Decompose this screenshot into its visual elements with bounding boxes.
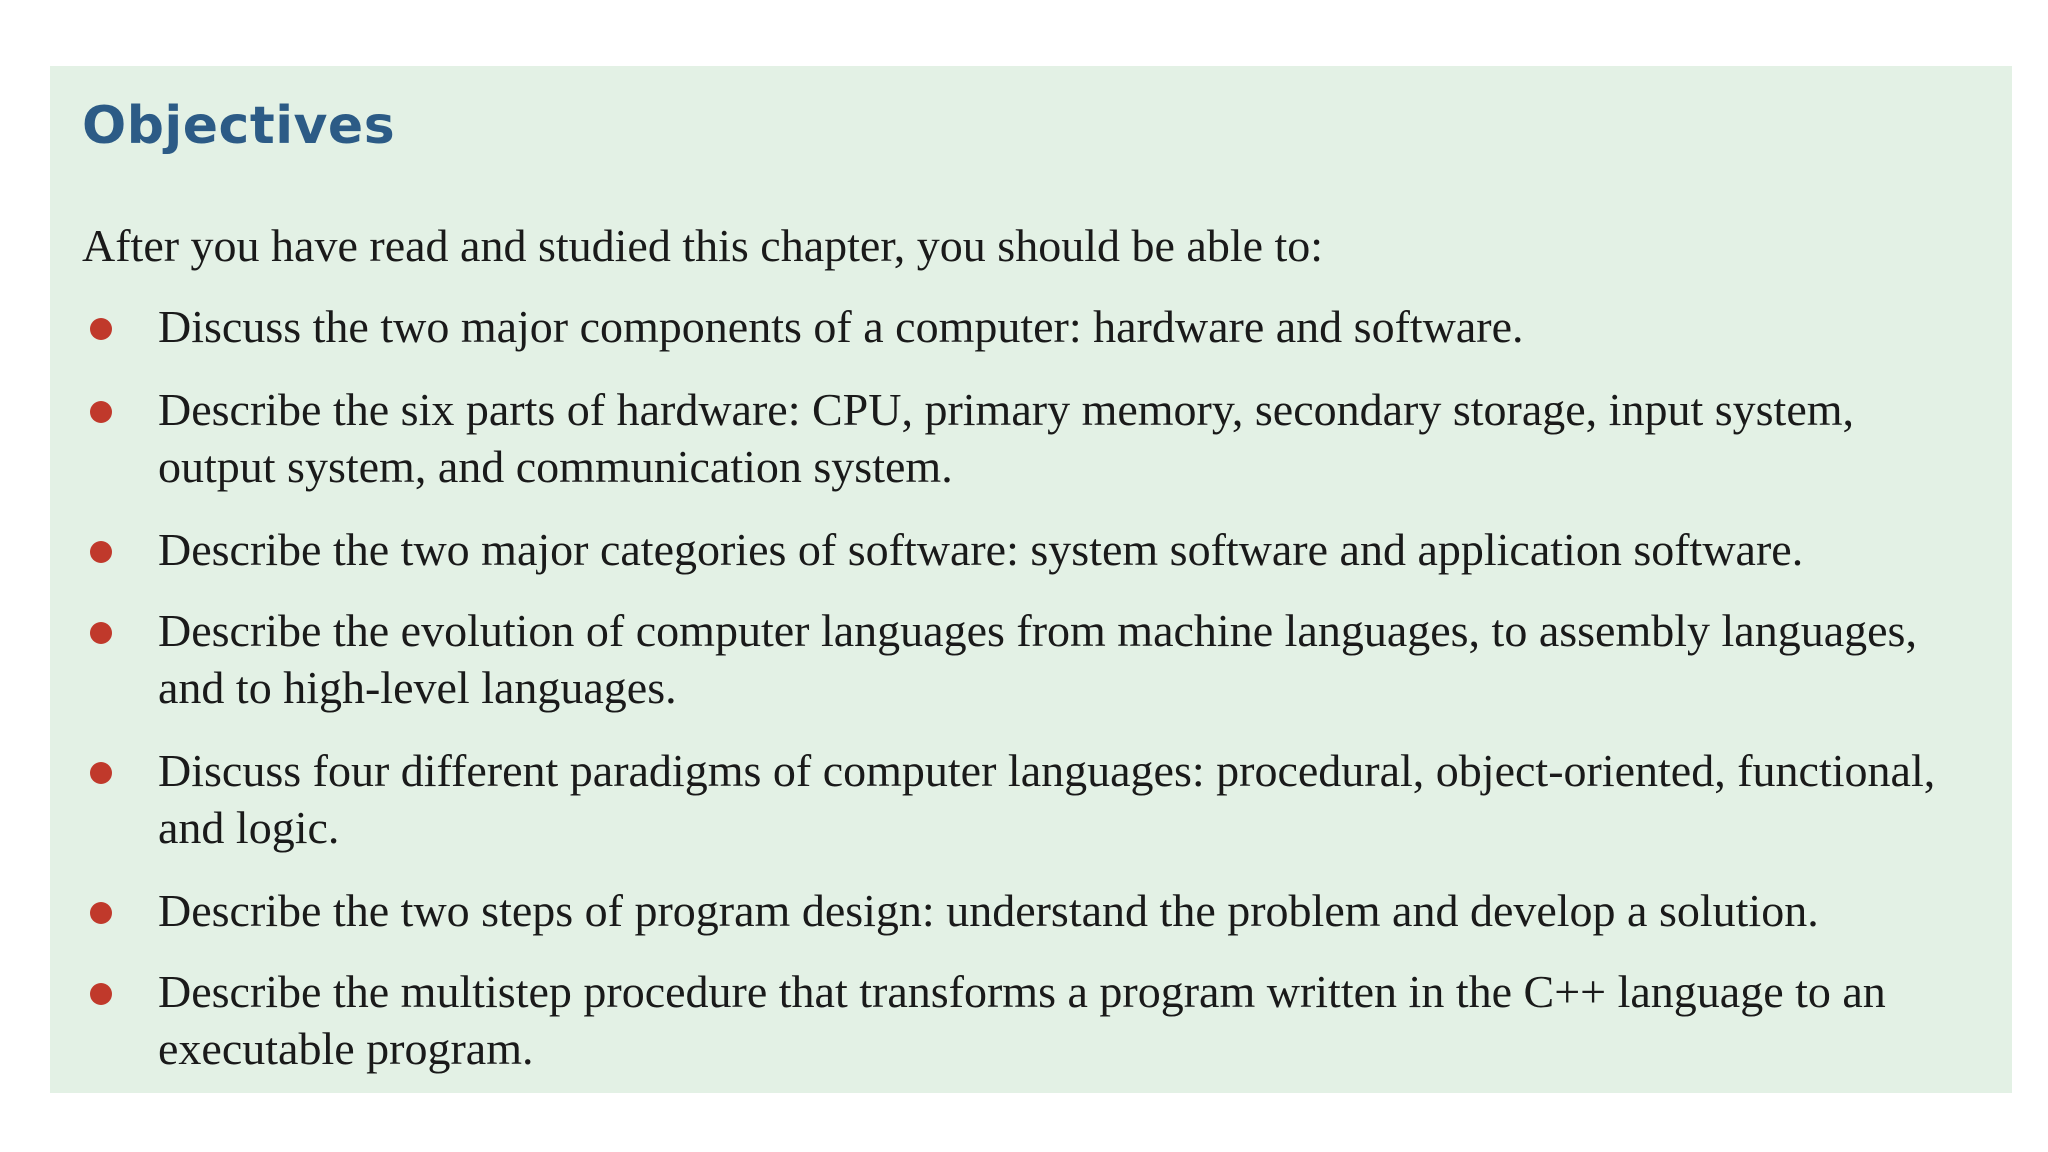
list-item <box>82 298 1980 355</box>
objectives-intro: After you have read and studied this chapter, you should be able to: <box>82 220 1324 271</box>
bullet-icon <box>90 762 112 784</box>
bullet-icon <box>90 902 112 924</box>
bullet-icon <box>90 401 112 423</box>
list-item <box>82 882 1980 939</box>
objectives-list <box>82 298 1980 1077</box>
objectives-box <box>50 66 2012 1093</box>
bullet-icon <box>90 318 112 340</box>
objective-text: Describe the two steps of program design: understand the problem and develop a solution. <box>158 885 1819 937</box>
objective-text: Discuss the two major components of a computer: hardware and software. <box>158 301 1524 353</box>
objective-text: Describe the evolution of computer languages from machine languages, to assembly languages, and to high-level languages. <box>158 605 1917 714</box>
bullet-icon <box>90 541 112 563</box>
objective-text: Describe the six parts of hardware: CPU, primary memory, secondary storage, input system, output system, and communication system. <box>158 384 1855 493</box>
list-item <box>82 963 1980 1077</box>
list-item <box>82 602 1980 716</box>
list-item <box>82 521 1980 578</box>
bullet-icon <box>90 622 112 644</box>
bullet-icon <box>90 983 112 1005</box>
objective-text: Discuss four different paradigms of computer languages: procedural, object-oriented, functional, and logic. <box>158 745 1936 854</box>
objectives-heading: Objectives <box>82 96 396 156</box>
objective-text: Describe the multistep procedure that transforms a program written in the C++ language to an executable program. <box>158 966 1886 1075</box>
list-item <box>82 381 1980 495</box>
list-item <box>82 742 1980 856</box>
objective-text: Describe the two major categories of software: system software and application software. <box>158 524 1804 576</box>
